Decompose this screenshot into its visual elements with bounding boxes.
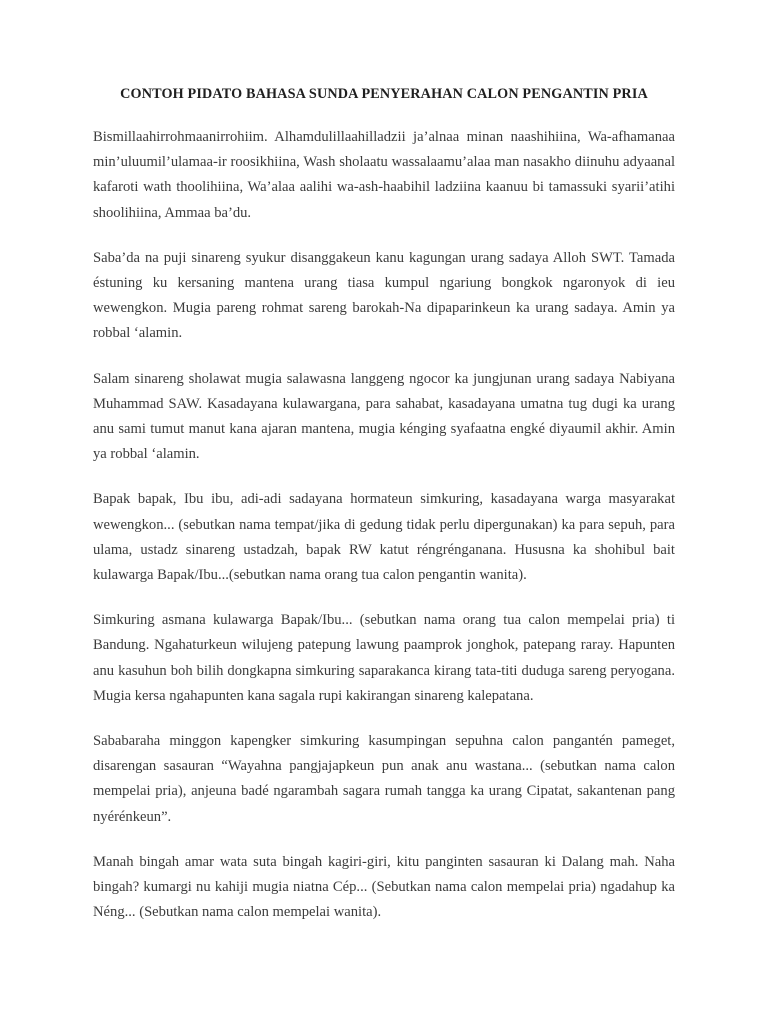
document-title: CONTOH PIDATO BAHASA SUNDA PENYERAHAN CALON PENGANTIN PRIA: [120, 86, 648, 102]
paragraph-opening: Bismillaahirrohmaanirrohiim. Alhamdulillaahilladzii ja’alnaa minan naashihiina, Wa-afhamanaa min’uluumil’ulamaa-ir roosikhiina, Wash sholaatu wassalaamu’alaa man nasakho diinuhu adyaanal kafaroti wath thoolihiina, Wa’alaa aalihi wa-ash-haabihil ladziina kaanuu bi tamassuki syarii’atihi shoolihiina, Ammaa ba’du.: [93, 129, 675, 221]
paragraph-sholawat: Salam sinareng sholawat mugia salawasna langgeng ngocor ka jungjunan urang sadaya Nabiyana Muhammad SAW. Kasadayana kulawargana, para sahabat, kasadayana umatna tug dugi ka urang anu sami tumut manut kana ajaran mantena, mugia kénging syafaatna engké diyaumil akhir. Amin ya robbal ‘alamin.: [93, 370, 675, 463]
paragraph-introduction: Simkuring asmana kulawarga Bapak/Ibu... (sebutkan nama orang tua calon mempelai pria) ti Bandung. Ngahaturkeun wilujeng patepung lawung paamprok jonghok, patepang raray. Hapunten anu kasuhun boh bilih dongkapna simkuring saparakanca kirang tata-titi duduga sareng peryogana. Mugia kersa ngahapunten kana sagala rupi kakirangan sinareng kalepatana.: [93, 612, 675, 704]
paragraph-praise: Saba’da na puji sinareng syukur disanggakeun kanu kagungan urang sadaya Alloh SWT. Tamada éstuning ku kersaning mantena urang tiasa kumpul ngariung bongkok ngaronyok di ieu wewengkon. Mugia pareng rohmat sareng barokah-Na dipaparinkeun ka urang sadaya. Amin ya robbal ‘alamin.: [93, 249, 675, 342]
paragraph-purpose: Sababaraha minggon kapengker simkuring kasumpingan sepuhna calon pangantén pameget, disarengan sasauran “Wayahna pangjajapkeun pun anak anu wastana... (sebutkan nama calon mempelai pria), anjeuna badé ngarambah sagara rumah tangga ka urang Cipatat, sakantenan pang nyérénkeun”.: [93, 733, 675, 825]
paragraph-greeting: Bapak bapak, Ibu ibu, adi-adi sadayana hormateun simkuring, kasadayana warga masyarakat wewengkon... (sebutkan nama tempat/jika di gedung tidak perlu dipergunakan) ka para sepuh, para ulama, ustadz sinareng ustadzah, bapak RW katut réngrénganana. Hususna ka shohibul bait kulawarga Bapak/Ibu...(sebutkan nama orang tua calon pengantin wanita).: [93, 491, 675, 584]
paragraph-joy: Manah bingah amar wata suta bingah kagiri-giri, kitu panginten sasauran ki Dalang mah. Naha bingah? kumargi nu kahiji mugia niatna Cép... (Sebutkan nama calon mempelai pria) ngadahup ka Néng... (Sebutkan nama calon mempelai wanita).: [93, 853, 675, 921]
document-body: [93, 125, 675, 945]
